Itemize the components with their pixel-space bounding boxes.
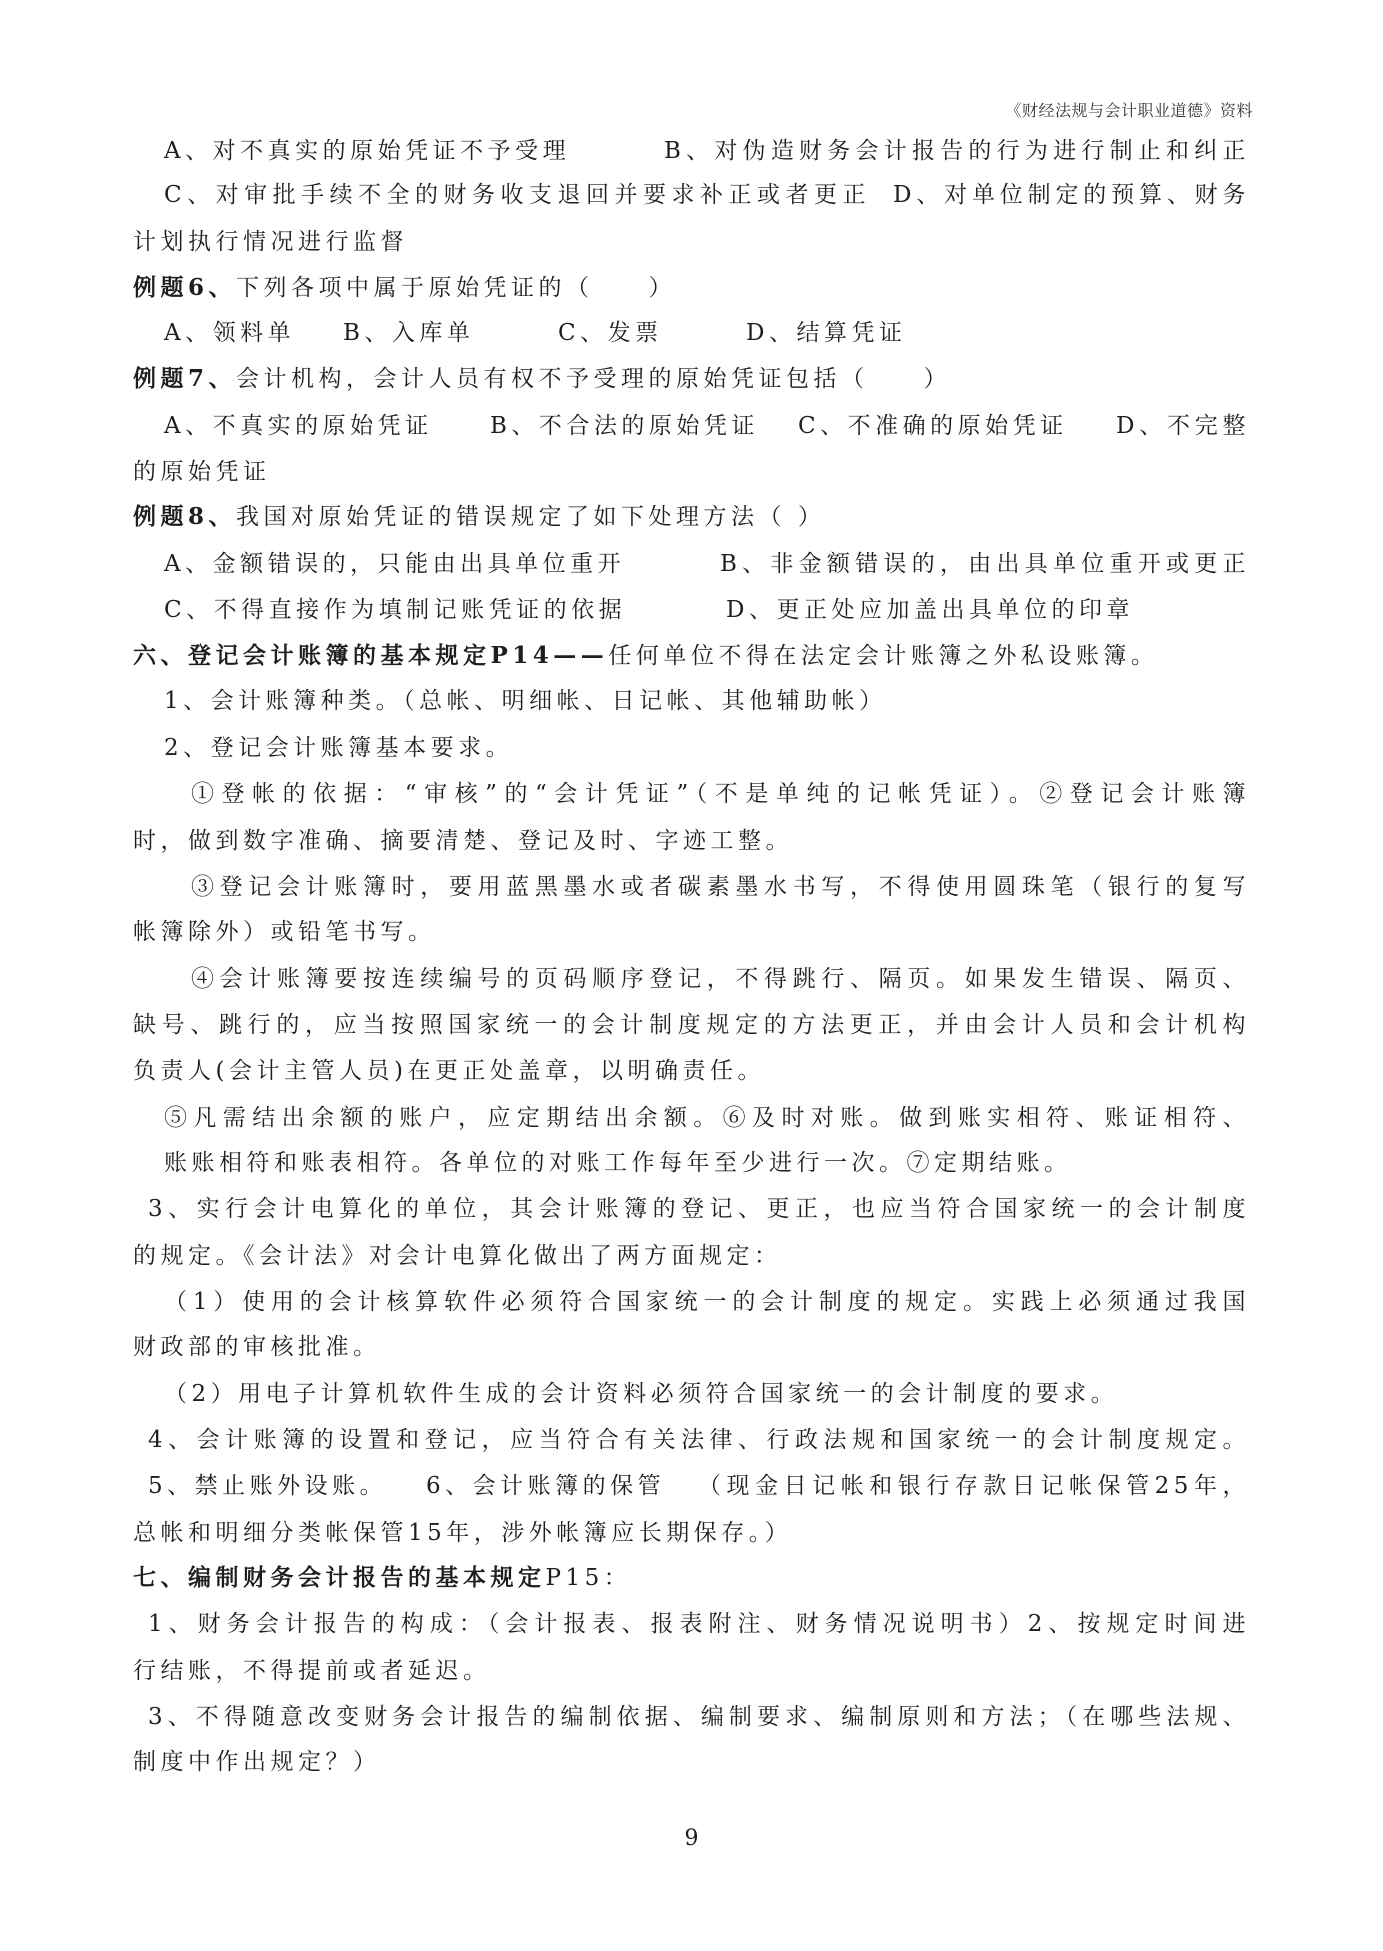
item-6: 6、会计账簿的保管 — [426, 1473, 666, 1499]
exercise-label: 例题6、 — [133, 274, 237, 301]
exercise-6 — [133, 273, 676, 303]
text-line — [0, 1287, 1383, 1317]
text-line — [0, 641, 1383, 671]
option-b: B、入库单 — [343, 320, 475, 346]
text-line — [0, 1194, 1383, 1224]
option-d: D、对单位制定的预算、财务 — [893, 182, 1250, 208]
section-6 — [133, 641, 1158, 671]
running-header: 《财经法规与会计职业道德》资料 — [1005, 101, 1253, 120]
text-line — [0, 872, 1383, 902]
item-5: 5、禁止账外设账。 — [148, 1473, 388, 1499]
paragraph-line: 行结账，不得提前或者延迟。 — [133, 1658, 491, 1684]
text-line — [0, 964, 1383, 994]
text-line — [0, 549, 1383, 579]
question-text: 会计机构，会计人员有权不予受理的原始凭证包括（ ） — [236, 366, 952, 392]
paragraph-line: 3、不得随意改变财务会计报告的编制依据、编制要求、编制原则和方法；（在哪些法规、 — [148, 1704, 1250, 1730]
paragraph-line: ①登帐的依据：“审核”的“会计凭证”（不是单纯的记帐凭证）。②登记会计账簿 — [191, 781, 1250, 807]
option-a: A、领料单 — [164, 320, 296, 346]
text-line — [0, 227, 1383, 257]
exercise-label: 例题7、 — [133, 365, 237, 392]
question-text: 我国对原始凭证的错误规定了如下处理方法（ ） — [236, 504, 826, 530]
text-line — [0, 318, 1383, 348]
paragraph-line: 财政部的审核批准。 — [133, 1334, 381, 1360]
option-b: B、不合法的原始凭证 — [490, 413, 759, 439]
text-line — [0, 502, 1383, 532]
paragraph-line: 4、会计账簿的设置和登记，应当符合有关法律、行政法规和国家统一的会计制度规定。 — [148, 1427, 1250, 1453]
text-line — [0, 779, 1383, 809]
paragraph-line: ③登记会计账簿时，要用蓝黑墨水或者碳素墨水书写，不得使用圆珠笔（银行的复写 — [191, 874, 1250, 900]
paragraph-line: 账账相符和账表相符。各单位的对账工作每年至少进行一次。⑦定期结账。 — [164, 1150, 1072, 1176]
option-d: D、更正处应加盖出具单位的印章 — [726, 597, 1134, 623]
paragraph-line: ⑤凡需结出余额的账户，应定期结出余额。⑥及时对账。做到账实相符、账证相符、 — [164, 1105, 1250, 1131]
text-line — [0, 595, 1383, 625]
paragraph-line: 1、会计账簿种类。（总帐、明细帐、日记帐、其他辅助帐） — [164, 688, 887, 714]
text-line — [0, 411, 1383, 441]
item-6-note: （现金日记帐和银行存款日记帐保管25年， — [698, 1473, 1250, 1499]
text-line — [0, 1148, 1383, 1178]
text-line — [0, 273, 1383, 303]
section-heading: 六、登记会计账簿的基本规定P14—— — [133, 642, 609, 669]
text-line — [0, 1609, 1383, 1639]
text-line — [0, 1702, 1383, 1732]
option-a: A、对不真实的原始凭证不予受理 — [164, 138, 571, 164]
text-line — [0, 1656, 1383, 1686]
option-c: C、对审批手续不全的财务收支退回并要求补正或者更正 — [164, 182, 870, 208]
option-c: C、不准确的原始凭证 — [798, 413, 1068, 439]
text-line — [0, 826, 1383, 856]
text-line — [0, 733, 1383, 763]
option-c: C、不得直接作为填制记账凭证的依据 — [164, 597, 627, 623]
paragraph-line: 3、实行会计电算化的单位，其会计账簿的登记、更正，也应当符合国家统一的会计制度 — [148, 1196, 1250, 1222]
text-line — [0, 686, 1383, 716]
text-line — [0, 1010, 1383, 1040]
paragraph-line: 缺号、跳行的，应当按照国家统一的会计制度规定的方法更正，并由会计人员和会计机构 — [133, 1012, 1250, 1038]
paragraph-line: ④会计账簿要按连续编号的页码顺序登记，不得跳行、隔页。如果发生错误、隔页、 — [191, 966, 1250, 992]
option-c: C、发票 — [558, 320, 663, 346]
paragraph-line: 制度中作出规定？） — [133, 1749, 381, 1775]
page-reference: P15： — [545, 1565, 632, 1591]
section-heading: 七、编制财务会计报告的基本规定 — [133, 1564, 546, 1591]
section-note: 任何单位不得在法定会计账簿之外私设账簿。 — [608, 643, 1159, 669]
text-line — [0, 1241, 1383, 1271]
text-line — [0, 1425, 1383, 1455]
text-line — [0, 1747, 1383, 1777]
page-number: 9 — [684, 1826, 699, 1851]
exercise-label: 例题8、 — [133, 503, 237, 530]
section-7 — [133, 1563, 631, 1593]
option-a: A、不真实的原始凭证 — [164, 413, 433, 439]
option-a: A、金额错误的，只能由出具单位重开 — [164, 551, 626, 577]
paragraph-line: 的规定。《会计法》对会计电算化做出了两方面规定： — [133, 1243, 782, 1269]
question-text: 下列各项中属于原始凭证的（ ） — [236, 275, 677, 301]
paragraph-line: （1）使用的会计核算软件必须符合国家统一的会计制度的规定。实践上必须通过我国 — [164, 1289, 1250, 1315]
paragraph-line: 1、财务会计报告的构成：（会计报表、报表附注、财务情况说明书）2、按规定时间进 — [148, 1611, 1250, 1637]
text-line — [0, 1332, 1383, 1362]
text-line — [0, 136, 1383, 166]
exercise-8 — [133, 502, 825, 532]
option-b: B、非金额错误的，由出具单位重开或更正 — [720, 551, 1250, 577]
exercise-7 — [133, 364, 951, 394]
paragraph-line: （2）用电子计算机软件生成的会计资料必须符合国家统一的会计制度的要求。 — [164, 1381, 1119, 1407]
option-b: B、对伪造财务会计报告的行为进行制止和纠正 — [664, 138, 1250, 164]
text-line — [0, 1471, 1383, 1501]
paragraph-line: 帐簿除外）或铅笔书写。 — [133, 919, 436, 945]
text-line — [0, 1379, 1383, 1409]
paragraph-line: 负责人(会计主管人员)在更正处盖章，以明确责任。 — [133, 1058, 765, 1084]
paragraph-line: 时，做到数字准确、摘要清楚、登记及时、字迹工整。 — [133, 828, 793, 854]
option-d: D、结算凭证 — [746, 320, 907, 346]
text-line — [0, 1518, 1383, 1548]
option-d-continued: 计划执行情况进行监督 — [133, 229, 408, 255]
text-line — [0, 457, 1383, 487]
text-line — [0, 180, 1383, 210]
paragraph-line: 2、登记会计账簿基本要求。 — [164, 735, 514, 761]
text-line — [0, 1056, 1383, 1086]
text-line — [0, 917, 1383, 947]
text-line — [0, 1103, 1383, 1133]
text-line — [0, 1563, 1383, 1593]
paragraph-line: 总帐和明细分类帐保管15年，涉外帐簿应长期保存。） — [133, 1520, 793, 1546]
option-d: D、不完整 — [1116, 413, 1250, 439]
text-line — [0, 364, 1383, 394]
option-d-continued: 的原始凭证 — [133, 459, 271, 485]
